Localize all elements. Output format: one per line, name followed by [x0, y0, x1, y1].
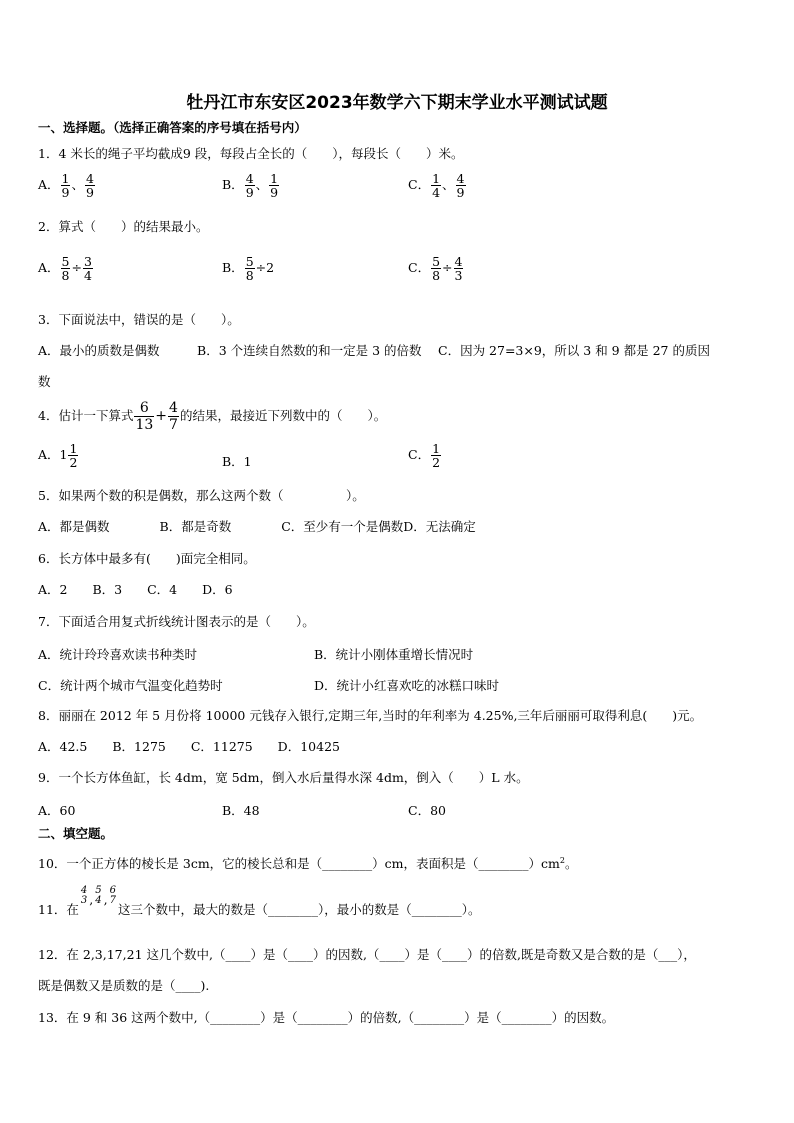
section-choice-heading: 一、选择题。（选择正确答案的序号填在括号内） [38, 120, 307, 135]
section-fill-heading: 二、填空题。 [38, 826, 114, 841]
question-8: 8．丽丽在 2012 年 5 月份将 10000 元钱存入银行,定期三年,当时的年利率为 4.25%,三年后丽丽可取得利息( )元。 [38, 708, 703, 723]
question-9: 9．一个长方体鱼缸，长 4dm，宽 5dm，倒入水后量得水深 4dm，倒入（ ）L 水。 [38, 770, 529, 785]
question-2: 2．算式（ ）的结果最小。 [38, 219, 209, 234]
q9-option-a[interactable]: A．60 [38, 803, 76, 818]
question-12-wrap[interactable]: 既是偶数又是质数的是（____). [38, 978, 210, 993]
question-11[interactable]: 11．在 4 3 , 5 4 , 6 7 这三个数中，最大的数是（________），最小的数是（________）。 [38, 885, 481, 917]
q4-option-b[interactable]: B．1 [222, 454, 252, 469]
q7-option-c[interactable]: C．统计两个城市气温变化趋势时 [38, 678, 223, 693]
q1-option-a[interactable]: A． $\frac{1}{9}$ 、 $\frac{4}{9}$ [38, 171, 94, 200]
q2-option-a[interactable]: A． $\frac{5}{8}$ ÷ $\frac{3}{4}$ [38, 254, 92, 283]
q2-option-b[interactable]: B． $\frac{5}{8}$ ÷2 [222, 254, 275, 283]
question-6: 6．长方体中最多有( )面完全相同。 [38, 551, 256, 566]
q3-options-wrap: 数 [38, 374, 51, 389]
q6-options[interactable]: A．2 B．3 C．4 D．6 [38, 582, 233, 597]
q7-option-a[interactable]: A．统计玲玲喜欢读书种类时 [38, 647, 198, 662]
q9-option-c[interactable]: C．80 [408, 803, 446, 818]
question-5: 5．如果两个数的积是偶数，那么这两个数（ ）。 [38, 488, 365, 503]
q7-option-d[interactable]: D．统计小红喜欢吃的冰糕口味时 [314, 678, 500, 693]
page-title: 牡丹江市东安区2023年数学六下期末学业水平测试试题 [186, 93, 608, 113]
q8-options[interactable]: A．42.5 B．1275 C．11275 D．10425 [38, 739, 340, 754]
q5-options[interactable]: A．都是偶数 B．都是奇数 C．至少有一个是偶数D．无法确定 [38, 519, 476, 534]
q7-option-b[interactable]: B．统计小刚体重增长情况时 [314, 647, 474, 662]
question-1: 1．4 米长的绳子平均截成9 段，每段占全长的（ ），每段长（ ）米。 [38, 146, 464, 161]
q1-option-c[interactable]: C． $\frac{1}{4}$ 、 $\frac{4}{9}$ [408, 171, 465, 200]
question-13[interactable]: 13．在 9 和 36 这两个数中,（________）是（________）的倍数,（________）是（________）的因数。 [38, 1010, 615, 1025]
question-7: 7．下面适合用复式折线统计图表示的是（ ）。 [38, 614, 315, 629]
q9-option-b[interactable]: B．48 [222, 803, 260, 818]
q3-options[interactable]: A．最小的质数是偶数 B．3 个连续自然数的和一定是 3 的倍数 C．因为 27=3×9，所以 3 和 9 都是 27 的质因 [38, 343, 710, 358]
q2-option-c[interactable]: C． $\frac{5}{8}$ ÷ $\frac{4}{3}$ [408, 254, 463, 283]
question-3: 3．下面说法中，错误的是（ ）。 [38, 312, 240, 327]
q4-option-c[interactable]: C． $\frac{1}{2}$ [408, 441, 441, 470]
question-10[interactable]: 10．一个正方体的棱长是 3cm，它的棱长总和是（________）cm，表面积是$(\_\_\_\_\_\_\_\_)cm^2$。 [38, 856, 578, 872]
question-4: 4．估计一下算式 $\frac{6}{13}$ + $\frac{4}{7}$ 的结果，最接近下列数中的（ ）。 [38, 400, 387, 433]
question-12[interactable]: 12．在 2,3,17,21 这几个数中,（____）是（____）的因数,（____）是（____）的倍数,既是奇数又是合数的是（___）， [38, 947, 696, 962]
q4-option-a[interactable]: A．1 $\frac{1}{2}$ [38, 441, 78, 470]
q1-option-b[interactable]: B． $\frac{4}{9}$ 、 $\frac{1}{9}$ [222, 171, 279, 200]
